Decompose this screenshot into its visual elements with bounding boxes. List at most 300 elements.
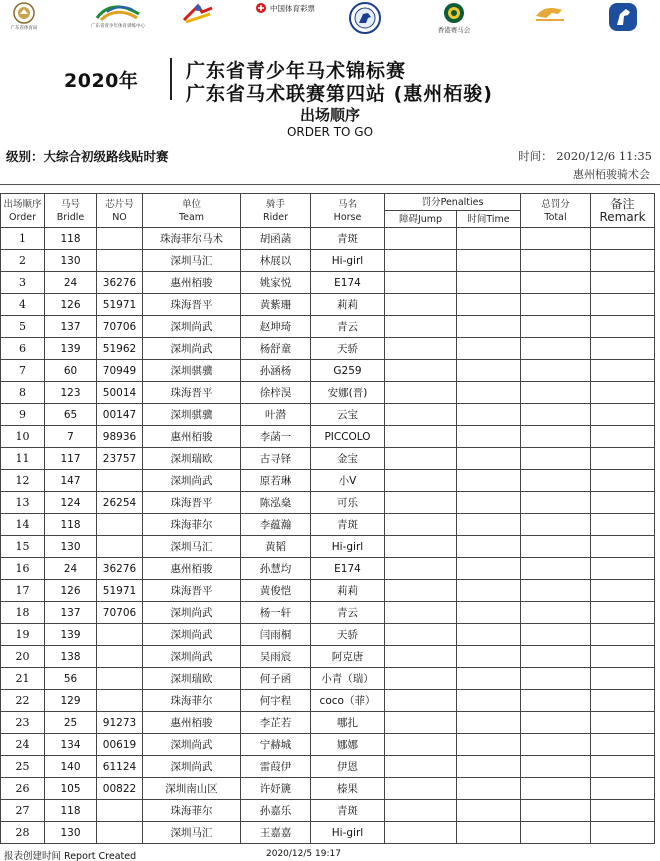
cell-chip: 00822 [97,778,143,800]
cell-horse: coco（菲） [311,690,385,712]
cell-horse: 莉莉 [311,580,385,602]
cell-rider: 孙嘉乐 [241,800,311,822]
cell-time [457,470,521,492]
cell-time [457,514,521,536]
cell-remark [591,470,655,492]
cell-chip: 51971 [97,580,143,602]
cell-order: 12 [1,470,45,492]
cell-jump [385,514,457,536]
cell-remark [591,382,655,404]
col-penalties: 罚分Penalties [385,194,521,211]
cell-jump [385,624,457,646]
cell-order: 10 [1,426,45,448]
table-row [1,492,655,514]
cell-chip: 98936 [97,426,143,448]
table-row [1,338,655,360]
cell-time [457,602,521,624]
sponsor-logo-strip [0,2,660,38]
cell-horse: 安娜(晋) [311,382,385,404]
cell-team: 惠州栢骏 [143,426,241,448]
cell-rider: 陈泓燊 [241,492,311,514]
table-row [1,558,655,580]
table-row [1,514,655,536]
cell-team: 珠海晋平 [143,580,241,602]
cell-horse: 金宝 [311,448,385,470]
horse-club-icon [532,2,568,24]
cell-time [457,448,521,470]
cell-total [521,690,591,712]
cell-team: 珠海菲尔 [143,690,241,712]
cell-team: 深圳南山区 [143,778,241,800]
document-header [0,56,660,108]
cell-team: 深圳瑞欧 [143,448,241,470]
cell-horse: 云宝 [311,404,385,426]
cell-rider: 李芷若 [241,712,311,734]
cell-rider: 许妤篪 [241,778,311,800]
cell-chip [97,690,143,712]
cell-rider: 姚家悦 [241,272,311,294]
cell-horse: 青云 [311,316,385,338]
cell-total [521,514,591,536]
lottery-emblem-icon [180,2,216,26]
cell-rider: 古寻铎 [241,448,311,470]
cell-time [457,580,521,602]
cell-jump [385,448,457,470]
cell-total [521,470,591,492]
cell-jump [385,646,457,668]
cell-team: 深圳尚武 [143,734,241,756]
cell-remark [591,272,655,294]
cell-bridle: 126 [45,294,97,316]
cell-team: 深圳尚武 [143,470,241,492]
cell-order: 27 [1,800,45,822]
cell-team: 深圳尚武 [143,338,241,360]
equestrian-association-logo [346,2,384,34]
cell-chip: 50014 [97,382,143,404]
cell-chip [97,536,143,558]
cell-time [457,800,521,822]
cell-chip [97,624,143,646]
cell-rider: 赵坤琦 [241,316,311,338]
col-jump: 障碍Jump [385,211,457,228]
cell-order: 23 [1,712,45,734]
cell-total [521,712,591,734]
col-rider: 骑手 Rider [241,194,311,228]
cell-jump [385,426,457,448]
cell-remark [591,800,655,822]
guangdong-sports-training-logo: 广东省青少年体育训练中心 [90,2,146,29]
cell-jump [385,228,457,250]
cell-total [521,536,591,558]
cell-horse: G259 [311,360,385,382]
cell-remark [591,646,655,668]
cell-chip [97,514,143,536]
table-row [1,316,655,338]
cell-horse: 小青（瑞） [311,668,385,690]
cell-total [521,448,591,470]
header-title-league: 广东省马术联赛第四站 (惠州栢骏) [186,83,493,105]
table-row [1,250,655,272]
cell-horse: 阿克唐 [311,646,385,668]
cell-jump [385,778,457,800]
cell-jump [385,536,457,558]
cell-time [457,822,521,844]
col-remark: 备注 Remark [591,194,655,228]
cell-chip [97,800,143,822]
cell-total [521,646,591,668]
cell-bridle: 118 [45,514,97,536]
cell-horse: 天骄 [311,624,385,646]
cell-order: 26 [1,778,45,800]
cell-remark [591,756,655,778]
cell-chip [97,668,143,690]
cell-team: 深圳马汇 [143,536,241,558]
cell-team: 深圳瑞欧 [143,668,241,690]
col-total: 总罚分 Total [521,194,591,228]
cell-remark [591,514,655,536]
cell-order: 7 [1,360,45,382]
competition-time: 时间： 2020/12/6 11:35 [518,149,652,163]
cell-order: 17 [1,580,45,602]
cell-team: 珠海菲尔 [143,800,241,822]
cell-rider: 杨舒童 [241,338,311,360]
table-row [1,294,655,316]
cell-remark [591,778,655,800]
cell-order: 3 [1,272,45,294]
cell-total [521,338,591,360]
cell-remark [591,294,655,316]
table-row [1,624,655,646]
cell-jump [385,712,457,734]
cell-order: 21 [1,668,45,690]
cell-time [457,250,521,272]
cell-order: 2 [1,250,45,272]
cell-bridle: 105 [45,778,97,800]
cell-time [457,734,521,756]
report-created-label: 报表创建时间 Report Created [4,851,137,861]
cell-time [457,536,521,558]
cell-rider: 李菡一 [241,426,311,448]
cell-team: 深圳尚武 [143,316,241,338]
cell-order: 15 [1,536,45,558]
sports-bureau-emblem-icon [13,2,35,24]
cell-team: 深圳尚武 [143,646,241,668]
cell-total [521,756,591,778]
table-row [1,668,655,690]
cell-order: 11 [1,448,45,470]
china-sports-lottery-logo: 中国体育彩票 [248,2,322,14]
white-horse-logo [606,2,640,32]
cell-remark [591,360,655,382]
cell-bridle: 124 [45,492,97,514]
cell-bridle: 7 [45,426,97,448]
cell-remark [591,624,655,646]
table-row [1,734,655,756]
cell-bridle: 147 [45,470,97,492]
cell-total [521,272,591,294]
cell-total [521,404,591,426]
table-row [1,448,655,470]
cell-rider: 黄俊恺 [241,580,311,602]
cell-chip [97,250,143,272]
cell-bridle: 139 [45,338,97,360]
cell-bridle: 126 [45,580,97,602]
cell-time [457,272,521,294]
cell-rider: 徐梓淏 [241,382,311,404]
table-row [1,382,655,404]
cell-horse: 榛果 [311,778,385,800]
cell-jump [385,294,457,316]
cell-remark [591,426,655,448]
cell-rider: 黄韬 [241,536,311,558]
hkjc-logo: 香港赛马会 [428,2,480,34]
cell-team: 惠州栢骏 [143,272,241,294]
cell-order: 9 [1,404,45,426]
cell-rider: 李蕴瀚 [241,514,311,536]
cell-order: 5 [1,316,45,338]
cell-order: 24 [1,734,45,756]
cell-rider: 原若琳 [241,470,311,492]
cell-jump [385,756,457,778]
cell-order: 4 [1,294,45,316]
cell-team: 深圳尚武 [143,602,241,624]
cell-jump [385,800,457,822]
cell-time [457,382,521,404]
cell-bridle: 118 [45,800,97,822]
training-center-emblem-icon [93,2,143,22]
col-bridle: 马号 Bridle [45,194,97,228]
cell-chip: 00619 [97,734,143,756]
cell-remark [591,668,655,690]
cell-rider: 何宇程 [241,690,311,712]
cell-chip: 70706 [97,602,143,624]
cell-rider: 王嘉嘉 [241,822,311,844]
col-team: 单位 Team [143,194,241,228]
cell-order: 19 [1,624,45,646]
cell-order: 13 [1,492,45,514]
cell-rider: 林展以 [241,250,311,272]
header-divider [170,58,172,100]
cell-remark [591,492,655,514]
cell-jump [385,360,457,382]
cell-bridle: 117 [45,448,97,470]
cell-rider: 孙慧均 [241,558,311,580]
cell-order: 28 [1,822,45,844]
cell-remark [591,404,655,426]
cell-order: 1 [1,228,45,250]
sports-lottery-icon [255,2,267,14]
cell-total [521,360,591,382]
cell-rider: 吴雨宸 [241,646,311,668]
cell-remark [591,448,655,470]
cell-order: 8 [1,382,45,404]
cell-total [521,822,591,844]
cell-total [521,382,591,404]
cell-remark [591,316,655,338]
cell-jump [385,822,457,844]
cell-remark [591,536,655,558]
cell-horse: 小V [311,470,385,492]
cell-horse: 哪扎 [311,712,385,734]
report-created-time: 2020/12/5 19:17 [266,849,341,859]
cell-remark [591,602,655,624]
cell-time [457,756,521,778]
cell-total [521,624,591,646]
cell-bridle: 137 [45,316,97,338]
cell-remark [591,580,655,602]
cell-bridle: 130 [45,536,97,558]
cell-total [521,668,591,690]
cell-bridle: 130 [45,250,97,272]
cell-remark [591,558,655,580]
cell-bridle: 123 [45,382,97,404]
cell-remark [591,338,655,360]
table-row [1,228,655,250]
cell-bridle: 139 [45,624,97,646]
col-time: 时间Time [457,211,521,228]
cell-bridle: 130 [45,822,97,844]
col-order: 出场顺序 Order [1,194,45,228]
cell-total [521,294,591,316]
cell-team: 珠海菲尔 [143,514,241,536]
cell-chip: 51971 [97,294,143,316]
cell-jump [385,492,457,514]
cell-horse: 天骄 [311,338,385,360]
cell-chip: 36276 [97,558,143,580]
cell-time [457,228,521,250]
order-title-en: ORDER TO GO [286,125,374,139]
club-logo [530,2,570,24]
cell-time [457,690,521,712]
cell-team: 惠州栢骏 [143,558,241,580]
cell-chip: 00147 [97,404,143,426]
cell-jump [385,580,457,602]
cell-rider: 黄紫珊 [241,294,311,316]
cell-horse: 娜娜 [311,734,385,756]
cell-bridle: 60 [45,360,97,382]
cell-chip: 61124 [97,756,143,778]
cell-time [457,668,521,690]
header-year: 2020年 [64,70,139,92]
cell-time [457,316,521,338]
cell-horse: Hi-girl [311,536,385,558]
cell-bridle: 56 [45,668,97,690]
cell-time [457,492,521,514]
cell-jump [385,558,457,580]
cell-chip [97,470,143,492]
order-title-cn: 出场顺序 [299,106,360,124]
cell-horse: Hi-girl [311,250,385,272]
cell-bridle: 140 [45,756,97,778]
guangdong-lottery-logo [178,2,218,26]
table-row [1,360,655,382]
cell-bridle: 24 [45,558,97,580]
cell-rider: 何子函 [241,668,311,690]
cell-chip: 36276 [97,272,143,294]
cell-remark [591,734,655,756]
cell-time [457,712,521,734]
cell-time [457,294,521,316]
cell-order: 6 [1,338,45,360]
cell-bridle: 137 [45,602,97,624]
cell-time [457,404,521,426]
cell-remark [591,228,655,250]
col-chip: 芯片号 NO [97,194,143,228]
cell-total [521,800,591,822]
cell-jump [385,316,457,338]
cell-total [521,492,591,514]
cell-horse: 伊恩 [311,756,385,778]
table-row [1,822,655,844]
cell-bridle: 129 [45,690,97,712]
cell-rider: 胡函菡 [241,228,311,250]
cell-chip: 23757 [97,448,143,470]
cell-order: 14 [1,514,45,536]
cell-jump [385,734,457,756]
cell-total [521,602,591,624]
table-row [1,800,655,822]
cell-total [521,228,591,250]
cell-order: 22 [1,690,45,712]
cell-chip: 70706 [97,316,143,338]
cell-total [521,250,591,272]
cell-bridle: 25 [45,712,97,734]
table-row [1,580,655,602]
cell-total [521,580,591,602]
cell-jump [385,690,457,712]
cell-order: 18 [1,602,45,624]
cell-total [521,734,591,756]
cell-horse: 莉莉 [311,294,385,316]
cell-order: 25 [1,756,45,778]
cell-team: 珠海晋平 [143,492,241,514]
cell-remark [591,690,655,712]
cell-team: 深圳骐骥 [143,360,241,382]
cell-total [521,558,591,580]
cell-remark [591,712,655,734]
table-row [1,272,655,294]
cell-jump [385,668,457,690]
cell-chip [97,228,143,250]
cell-time [457,338,521,360]
cell-jump [385,250,457,272]
cell-time [457,778,521,800]
cell-total [521,316,591,338]
cell-jump [385,272,457,294]
cell-bridle: 65 [45,404,97,426]
cell-time [457,558,521,580]
col-horse: 马名 Horse [311,194,385,228]
cell-jump [385,470,457,492]
cell-time [457,360,521,382]
cell-rider: 宁赫城 [241,734,311,756]
cell-horse: 青云 [311,602,385,624]
association-seal-icon [349,2,381,34]
table-row [1,646,655,668]
cell-horse: 青斑 [311,228,385,250]
cell-bridle: 134 [45,734,97,756]
hkjc-emblem-icon [441,2,467,24]
table-row [1,756,655,778]
cell-total [521,426,591,448]
cell-time [457,646,521,668]
cell-team: 惠州栢骏 [143,712,241,734]
start-order-table [0,193,655,844]
guangdong-sports-bureau-logo: 广东省体育局 [4,2,44,31]
cell-chip [97,822,143,844]
table-row [1,712,655,734]
cell-horse: Hi-girl [311,822,385,844]
